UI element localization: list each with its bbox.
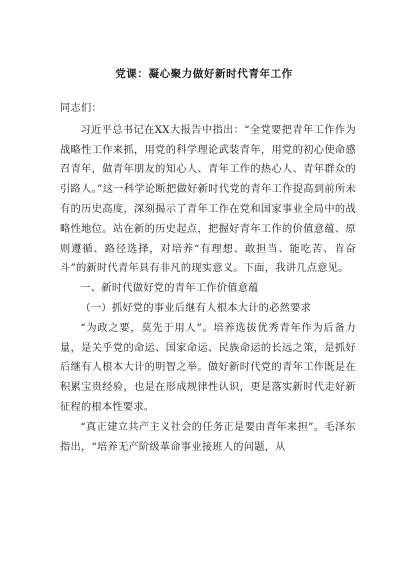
- salutation: 同志们：: [60, 103, 102, 114]
- body-paragraph: “真正建立共产主义社会的任务正是要由青年来担”。毛泽东指出，“培养无产阶级革命事业接班人的问题，从: [60, 421, 356, 453]
- intro-paragraph: 习近平总书记在XX大报告中指出：“全党要把青年工作作为战略性工作来抓，用党的科学理论武装青年，用党的初心使命感召青年，做青年朋友的知心人、青年工作的热心人、青年群众的引路人。”这一科学论断把做好新时代党的青年工作提高到前所未有的历史高度，深刻揭示了青年工作在党和国家事业全局中的战略性地位。站在新的历史起点，把握好青年工作的价值意蕴、原则遵循、路径选择，对培养“有理想、敢担当、能吃苦、肯奋斗”的新时代青年具有非凡的现实意义。下面，我讲几点意见。: [60, 124, 356, 275]
- section-heading: 一、新时代做好党的青年工作价值意蕴: [80, 283, 259, 295]
- subsection-heading: （一）抓好党的事业后继有人根本大计的必然要求: [80, 302, 312, 314]
- document-title: 党课：凝心聚力做好新时代青年工作: [115, 68, 293, 80]
- document-body: [60, 99, 356, 457]
- body-paragraph: “为政之要，莫先于用人”。培养选拔优秀青年作为后备力量，是关乎党的命运、国家命运、民族命运的长远之策，是抓好后继有人根本大计的明智之举。做好新时代党的青年工作既是在积累宝贵经验，也是在形成规律性认识，更是落实新时代走好新征程的根本性要求。: [60, 322, 356, 413]
